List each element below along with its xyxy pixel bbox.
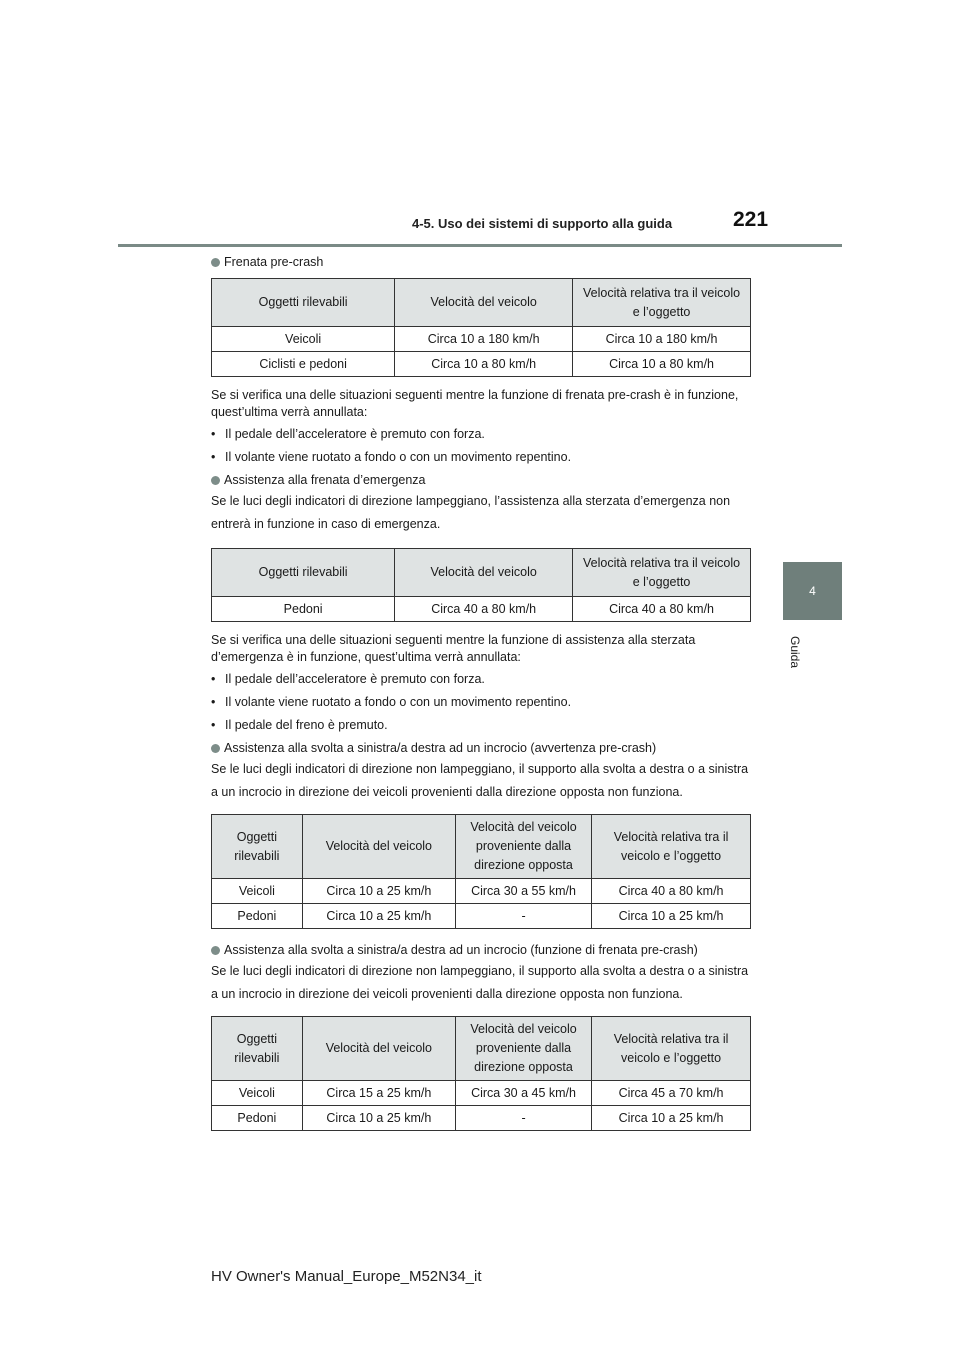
table-row: Pedoni Circa 40 a 80 km/h Circa 40 a 80 km/h: [212, 597, 751, 622]
footer-manual-id: HV Owner's Manual_Europe_M52N34_it: [211, 1268, 482, 1285]
bullet-dot-icon: [211, 946, 220, 955]
list-item: • Il pedale del freno è premuto.: [211, 718, 388, 732]
detection-table: [211, 278, 751, 377]
table-row: Veicoli Circa 10 a 25 km/h Circa 30 a 55 km/h Circa 40 a 80 km/h: [212, 879, 751, 904]
section-heading: Assistenza alla frenata d’emergenza: [211, 473, 751, 488]
section-intro: Se le luci degli indicatori di direzione non lampeggiano, il supporto alla svolta a destra o a sinistra a un incrocio in direzione dei veicoli provenienti dalla direzione opposta non funziona.: [211, 762, 749, 799]
table-header: Oggetti rilevabili: [212, 279, 395, 327]
list-item: • Il pedale dell’acceleratore è premuto con forza.: [211, 427, 485, 441]
section-intro: Se le luci degli indicatori di direzione lampeggiano, l’assistenza alla sterzata d’emergenza non entrerà in funzione in caso di emergenza.: [211, 494, 731, 531]
table-header: Velocità relativa tra il veicolo e l’oggetto: [573, 279, 751, 327]
bullet-dot-icon: [211, 258, 220, 267]
table-row: Ciclisti e pedoni Circa 10 a 80 km/h Circa 10 a 80 km/h: [212, 352, 751, 377]
cancel-note: Se si verifica una delle situazioni seguenti mentre la funzione di assistenza alla sterzata d’emergenza è in funzione, quest’ultima verrà annullata:: [211, 633, 696, 664]
table-header: Oggetti rilevabili: [212, 549, 395, 597]
chapter-tab[interactable]: [783, 562, 842, 620]
list-item: • Il volante viene ruotato a fondo o con un movimento repentino.: [211, 450, 572, 464]
chapter-label: Guida: [788, 636, 802, 669]
list-item: • Il pedale dell’acceleratore è premuto con forza.: [211, 672, 485, 686]
table-row: Veicoli Circa 15 a 25 km/h Circa 30 a 45 km/h Circa 45 a 70 km/h: [212, 1081, 751, 1106]
section-title: 4-5. Uso dei sistemi di supporto alla guida: [412, 216, 673, 231]
table-header: Velocità del veicolo proveniente dalla direzione opposta: [455, 815, 591, 879]
bullet-dot-icon: [211, 744, 220, 753]
section-heading: Frenata pre-crash: [211, 255, 751, 270]
page-number: 221: [733, 208, 769, 231]
table-row: Pedoni Circa 10 a 25 km/h - Circa 10 a 25 km/h: [212, 1106, 751, 1131]
table-row: Pedoni Circa 10 a 25 km/h - Circa 10 a 25 km/h: [212, 904, 751, 929]
section-intro: Se le luci degli indicatori di direzione non lampeggiano, il supporto alla svolta a destra o a sinistra a un incrocio in direzione dei veicoli provenienti dalla direzione opposta non funziona.: [211, 964, 749, 1001]
table-header: Velocità del veicolo: [395, 549, 573, 597]
detection-table: [211, 1016, 751, 1131]
table-header: Velocità relativa tra il veicolo e l’oggetto: [573, 549, 751, 597]
section-heading: Assistenza alla svolta a sinistra/a destra ad un incrocio (avvertenza pre-crash): [211, 741, 751, 756]
table-header: Velocità relativa tra il veicolo e l’oggetto: [592, 815, 751, 879]
header-rule: [118, 244, 842, 247]
table-header: Oggetti rilevabili: [212, 815, 303, 879]
table-header: Velocità del veicolo: [302, 1017, 455, 1081]
table-header: Velocità del veicolo proveniente dalla direzione opposta: [455, 1017, 591, 1081]
cancel-note: Se si verifica una delle situazioni seguenti mentre la funzione di frenata pre-crash è in funzione, quest’ultima verrà annullata:: [211, 388, 739, 419]
bullet-dot-icon: [211, 476, 220, 485]
table-header: Velocità relativa tra il veicolo e l’oggetto: [592, 1017, 751, 1081]
table-header: Oggetti rilevabili: [212, 1017, 303, 1081]
table-row: Veicoli Circa 10 a 180 km/h Circa 10 a 180 km/h: [212, 327, 751, 352]
detection-table: [211, 548, 751, 622]
list-item: • Il volante viene ruotato a fondo o con un movimento repentino.: [211, 695, 572, 709]
section-heading: Assistenza alla svolta a sinistra/a destra ad un incrocio (funzione di frenata pre-crash): [211, 943, 751, 958]
table-header: Velocità del veicolo: [302, 815, 455, 879]
page-content: [211, 255, 751, 1141]
table-header: Velocità del veicolo: [395, 279, 573, 327]
detection-table: [211, 814, 751, 929]
chapter-number: 4: [809, 584, 816, 598]
